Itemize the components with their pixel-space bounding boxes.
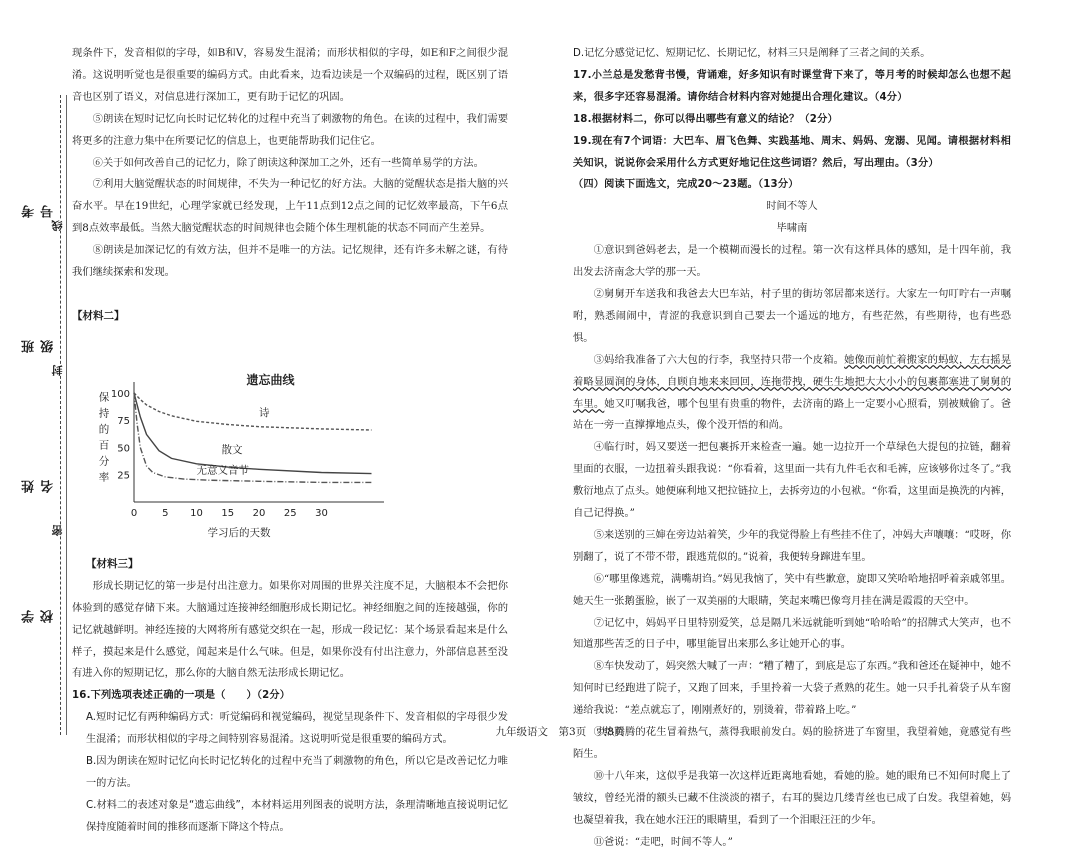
seal-mark-secret: 密 (51, 525, 64, 536)
story-paragraph-8: ⑧车快发动了，妈突然大喊了一声：“糟了糟了，到底是忘了东西。”我和爸还在疑神中，她不知何时已经跑进了院子，又跑了回来，手里拎着一大袋子煮熟的花生。她一只手扎着袋子从车窗递给我说：“差点就忘了，刚刚煮好的，别烫着，带着路上吃。” (573, 660, 1011, 717)
chart-x-tick-label: 0 (130, 507, 138, 519)
story-paragraph-6: ⑥“哪里像逃荒，满嘴胡诌。”妈见我恼了，笑中有些歉意，旋即又笑哈哈地招呼着亲戚邻里。她天生一张鹅蛋脸，嵌了一双美丽的大眼睛，笑起来嘴巴像弯月挂在满是霞霞的天空中。 (573, 572, 1011, 607)
q16-option-b[interactable]: B.因为朗读在短时记忆向长时记忆转化的过程中充当了刺激物的角色，所以它是改善记忆力唯一的方法。 (86, 756, 508, 789)
exam-number-label: 考号 (22, 205, 56, 218)
story-paragraph-3-start: ③妈给我准备了六大包的行李，我坚持只带一个皮箱。 (593, 353, 845, 366)
chart-x-axis-label: 学习后的天数 (207, 526, 271, 539)
chart-y-axis-label-char: 百 (98, 439, 110, 452)
story-paragraph-7: ⑦记忆中，妈妈平日里特别爱笑，总是隔几米远就能听到她“哈哈哈”的招牌式大笑声，也不知道那些苦乏的日子中，哪里能冒出来那么多让她开心的事。 (573, 616, 1011, 651)
chart-y-tick-label: 50 (117, 443, 130, 455)
story-title: 时间不等人 (766, 200, 818, 213)
left-column (72, 43, 508, 839)
story-paragraph-3-end: 她又叮嘱我爸，哪个包里有贵重的物件，去济南的路上一定要小心照看，别被贼偷了。爸站在一旁一直撑撑地点头，像个没开悟的和尚。 (573, 397, 1011, 432)
chart-y-axis-label-char: 的 (98, 423, 110, 436)
chart-series-label: 散文 (221, 443, 243, 456)
story-paragraph-1: ①意识到爸妈老去，是一个模糊而漫长的过程。第一次有这样具体的感知，是十四年前，我出发去济南念大学的那一天。 (573, 244, 1011, 279)
section-4-heading: （四）阅读下面选文，完成20～23题。（13分） (573, 179, 799, 191)
story-author: 毕啸南 (776, 222, 808, 235)
class-label: 班级 (22, 340, 56, 353)
material-3-label: 【材料三】 (86, 557, 139, 570)
question-17: 17.小兰总是发愁背书慢，背诵难，好多知识有时课堂背下来了，等月考的时候却怎么也想不起来，很多字还容易混淆。请你结合材料内容对她提出合理化建议。（4分） (573, 69, 1011, 103)
chart-x-tick-label: 5 (162, 507, 169, 519)
story-paragraph-9: ⑨热腾腾的花生冒着热气，蒸得我眼前发白。妈的脸挤进了车窗里，我望着她，竟感觉有些陌生。 (573, 726, 1011, 760)
chart-y-axis-label-char: 率 (98, 471, 110, 484)
question-19: 19.现在有7个词语：大巴车、眉飞色舞、实践基地、周末、妈妈、宠溺、见闻。请根据材料相关知识，说说你会采用什么方式更好地记住这些词语？然后，写出理由。（3分） (573, 135, 1011, 169)
chart-y-axis-label-char: 分 (98, 455, 110, 468)
story-paragraph-2: ②舅舅开车送我和我爸去大巴车站，村子里的街坊邻居都来送行。大家左一句叮咛右一声嘱咐，熟悉闹闹中，青涩的我意识到自己要去一个遥远的地方，有些茫然，有些期待，也有些恐惧。 (573, 287, 1011, 344)
paragraph-continued: 现条件下，发音相似的字母，如B和V，容易发生混淆；而形状相似的字母，如E和F之间很少混淆。这说明听觉也是很重要的编码方式。由此看来，边看边读是一个双编码的过程，既区别了语音也区别了语义，对信息进行深加工，更有助于记忆的巩固。 (72, 47, 508, 103)
paragraph-8: ⑧朗读是加深记忆的有效方法，但并不是唯一的方法。记忆规律，还有许多未解之谜，有待我们继续探索和发现。 (72, 244, 508, 279)
seal-mark-seal: 封 (51, 365, 64, 376)
chart-x-tick-label: 30 (315, 507, 328, 519)
school-label: 学校 (22, 610, 56, 623)
chart-title: 遗忘曲线 (246, 373, 295, 388)
chart-svg (72, 332, 508, 554)
q16-option-c[interactable]: C.材料二的表述对象是“遗忘曲线”，本材料运用列图表的说明方法，条理清晰地直接说明记忆保持度随着时间的推移而逐渐下降这个特点。 (86, 799, 508, 833)
chart-series-line-1 (134, 393, 372, 474)
paragraph-6: ⑥关于如何改善自己的记忆力，除了朗读这种深加工之外，还有一些简单易学的方法。 (92, 156, 484, 169)
chart-y-tick-label: 100 (110, 388, 130, 400)
chart-series-line-0 (134, 393, 372, 430)
question-18: 18.根据材料二，你可以得出哪些有意义的结论？（2分） (573, 113, 838, 125)
question-16: 16.下列选项表述正确的一项是（ ）（2分） (72, 690, 291, 702)
name-label: 姓名 (22, 480, 56, 493)
seal-line-solid (66, 95, 67, 735)
chart-x-tick-label: 15 (221, 507, 235, 519)
page-footer: 九年级语文 第3页 共8页 (495, 726, 625, 738)
story-paragraph-3 (573, 350, 1011, 438)
seal-line-dashed (60, 95, 61, 735)
chart-x-tick-label: 25 (283, 507, 297, 519)
story-paragraph-4: ④临行时，妈又要送一把包裹拆开来检查一遍。她一边拉开一个草绿色大提包的拉链，翻着里面的衣服，一边扭着头跟我说：“你看着，这里面一共有九件毛衣和毛裤，应该够你过冬了。”我敷衍地点了点头。她便麻利地又把拉链拉上，去拆旁边的小包袱。“你看，这里面是换洗的内裤，自己记得换。” (573, 441, 1011, 520)
chart-x-tick-label: 20 (252, 507, 266, 519)
paragraph-5: ⑤朗读在短时记忆向长时记忆转化的过程中充当了刺激物的角色。在读的过程中，我们需要将更多的注意力集中在所要记忆的信息上，也更能帮助我们记住它。 (72, 112, 508, 147)
story-paragraph-5: ⑤来送别的三婶在旁边站着笑，少年的我觉得脸上有些挂不住了，冲妈大声嚷嚷：“哎呀，你别翻了，说了不带不带，跟逃荒似的。”说着，我便转身蹿进车里。 (573, 528, 1011, 563)
story-paragraph-11: ⑪爸说：“走吧，时间不等人。” (593, 835, 733, 848)
chart-y-axis-label-char: 保 (98, 391, 110, 404)
forgetting-curve-chart (72, 332, 508, 554)
paragraph-7: ⑦利用大脑觉醒状态的时间规律，不失为一种记忆的好方法。大脑的觉醒状态是指大脑的兴奋水平。早在19世纪，心理学家就已经发现，上午11点到12点之间的记忆效率最高，下午6点到8点效率最低。当然大脑觉醒状态的时间规律也会随个体生理机能的状态不同而产生差异。 (72, 178, 508, 235)
binding-margin (20, 55, 65, 755)
seal-mark-line: 线 (51, 220, 64, 231)
chart-x-tick-label: 10 (190, 507, 203, 519)
q16-option-d[interactable]: D.记忆分感觉记忆、短期记忆、长期记忆，材料三只是阐释了三者之间的关系。 (573, 48, 931, 59)
chart-y-tick-label: 25 (117, 470, 130, 482)
story-paragraph-10: ⑩十八年来，这似乎是我第一次这样近距离地看她，看她的脸。她的眼角已不知何时爬上了皱纹，曾经光滑的额头已藏不住淡淡的褶子，右耳的鬓边几缕青丝也已成了白发。我望着她，妈也凝望着我，我在她水汪汪的眼睛里，看到了一个泪眼汪汪的少年。 (573, 769, 1011, 826)
chart-y-axis-label-char: 持 (98, 407, 110, 420)
story-paragraph-3-underlined: 她像而前忙着搬家的蚂蚁，左右摇晃着略显圆润的身体，自顾自地来来回回，连拖带拽，硬生生地把大大小小的包裹都塞进了舅舅的车里。 (573, 353, 1012, 410)
q16-option-a[interactable]: A.短时记忆有两种编码方式：听觉编码和视觉编码，视觉呈现条件下、发音相似的字母很少发生混淆；而形状相似的字母之间特别容易混淆。这说明听觉是很重要的编码方式。 (86, 712, 508, 746)
material-2-label: 【材料二】 (72, 309, 125, 322)
chart-series-label: 无意义音节 (196, 464, 249, 477)
chart-y-tick-label: 75 (117, 416, 130, 428)
material-3-text: 形成长期记忆的第一步是付出注意力。如果你对周围的世界关注度不足，大脑根本不会把你体验到的感觉存储下来。大脑通过连接神经细胞形成长期记忆。神经细胞之间的连接越强，你的记忆就越鲜明。神经连接的大网将所有感觉交织在一起，形成一段记忆：某个场景看起来是什么样子，摸起来是什么感觉，闻起来是什么气味。但是，如果你没有付出注意力，外部信息甚至没有进入你的短期记忆，那么你的大脑自然无法形成长期记忆。 (72, 579, 508, 680)
chart-series-label: 诗 (259, 406, 270, 419)
